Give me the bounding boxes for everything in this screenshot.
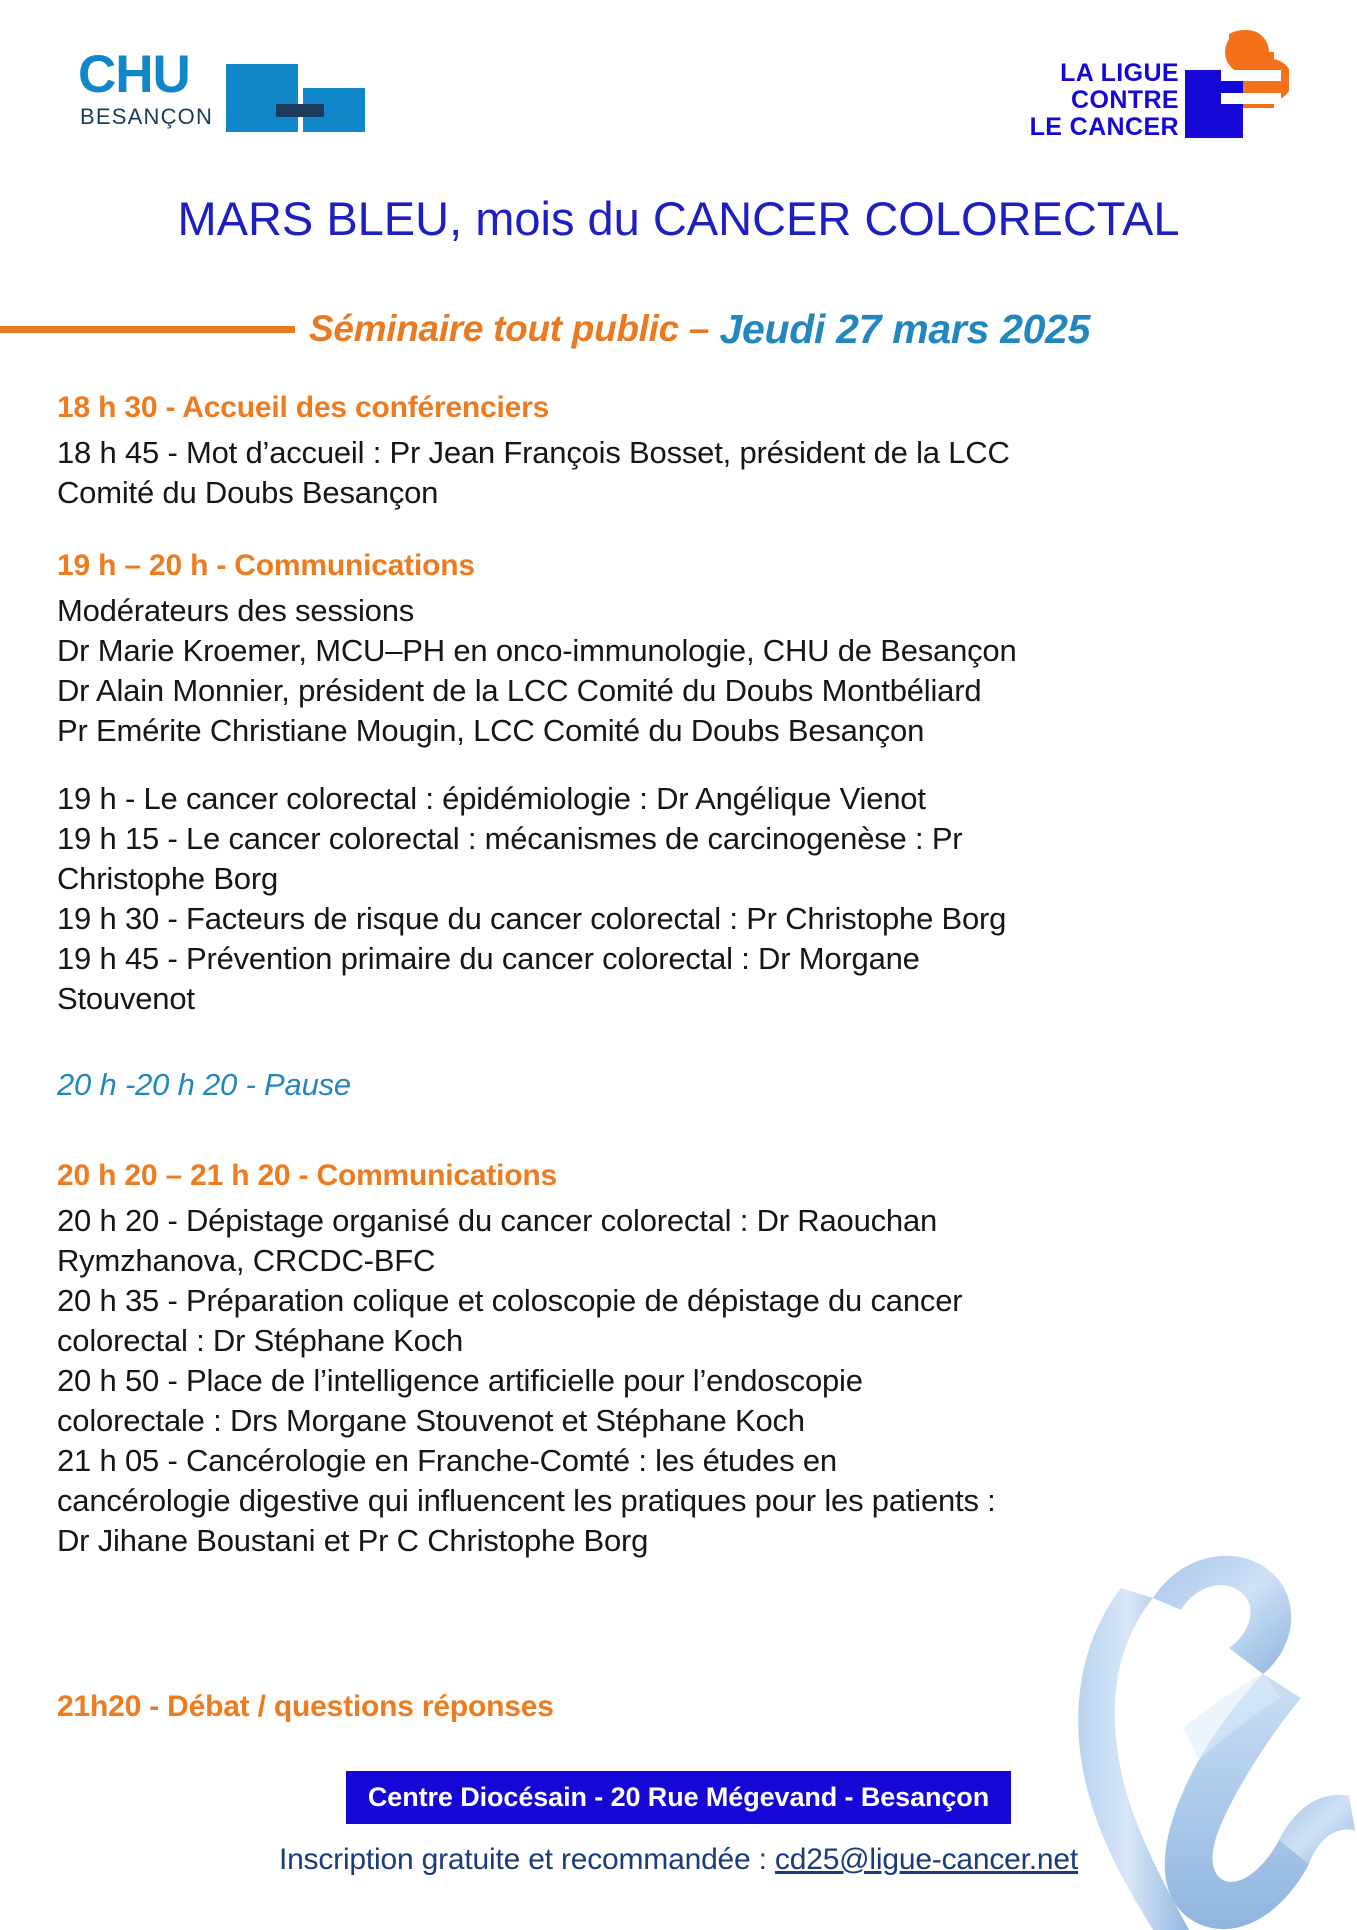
moderators-label: Modérateurs des sessions: [57, 593, 415, 628]
ligue-logo-wordmark: [999, 60, 1179, 141]
registration-email-link[interactable]: cd25@ligue-cancer.net: [774, 1843, 1079, 1876]
program-line: colorectal : Dr Stéphane Koch: [57, 1323, 464, 1358]
program-content: [57, 383, 1287, 1561]
ligue-logo-line-1: LA LIGUE: [1060, 59, 1179, 87]
program-section-communications-2: [57, 1151, 1287, 1561]
section-heading-debat: 21h20 - Débat / questions réponses: [57, 1690, 554, 1723]
program-line: Rymzhanova, CRCDC-BFC: [57, 1243, 436, 1278]
registration-note: [0, 1840, 1357, 1880]
orange-divider-rule: [0, 326, 295, 333]
pause-entry: 20 h -20 h 20 - Pause: [57, 1067, 351, 1102]
program-line: cancérologie digestive qui influencent les pratiques pour les patients :: [57, 1483, 996, 1518]
ligue-logo-heart-icon: [1185, 30, 1289, 140]
section-heading-communications-2: 20 h 20 – 21 h 20 - Communications: [57, 1159, 558, 1192]
poster-footer: [0, 1685, 1357, 1880]
program-line: 21 h 05 - Cancérologie en Franche-Comté : les études en: [57, 1443, 837, 1478]
poster-subtitle-row: [0, 303, 1357, 355]
section-heading-communications-1: 19 h – 20 h - Communications: [57, 549, 475, 582]
program-line: Dr Jihane Boustani et Pr C Christophe Borg: [57, 1523, 649, 1558]
program-line: 19 h 30 - Facteurs de risque du cancer colorectal : Pr Christophe Borg: [57, 901, 1007, 936]
ligue-contre-le-cancer-logo: [999, 18, 1289, 143]
program-line: 19 h 45 - Prévention primaire du cancer colorectal : Dr Morgane: [57, 941, 920, 976]
page-title: MARS BLEU, mois du CANCER COLORECTAL: [177, 192, 1180, 245]
program-line: 20 h 50 - Place de l’intelligence artificielle pour l’endoscopie: [57, 1363, 863, 1398]
subtitle-seminaire: Séminaire tout public: [309, 308, 679, 349]
chu-logo-square-large: [226, 64, 298, 132]
program-line: Comité du Doubs Besançon: [57, 475, 439, 510]
venue-address-wrap: [0, 1771, 1357, 1824]
program-section-accueil: [57, 383, 1287, 513]
chu-logo-city-label: BESANÇON: [80, 104, 214, 129]
program-line: colorectale : Drs Morgane Stouvenot et Stéphane Koch: [57, 1403, 805, 1438]
spacer: [57, 513, 1287, 541]
moderator-entry: Pr Emérite Christiane Mougin, LCC Comité du Doubs Besançon: [57, 713, 925, 748]
logo-bar: [0, 0, 1357, 160]
event-date: Jeudi 27 mars 2025: [719, 305, 1091, 352]
chu-logo-dash-mark: [276, 104, 324, 117]
program-line: Stouvenot: [57, 981, 195, 1016]
program-line: 20 h 20 - Dépistage organisé du cancer colorectal : Dr Raouchan: [57, 1203, 938, 1238]
spacer: [57, 751, 1287, 779]
program-line: 19 h 15 - Le cancer colorectal : mécanismes de carcinogenèse : Pr: [57, 821, 963, 856]
chu-logo-wordmark: CHU: [78, 45, 190, 104]
program-line: 20 h 35 - Préparation colique et coloscopie de dépistage du cancer: [57, 1283, 963, 1318]
program-line: 19 h - Le cancer colorectal : épidémiologie : Dr Angélique Vienot: [57, 781, 926, 816]
program-line: Christophe Borg: [57, 861, 279, 896]
moderator-entry: Dr Alain Monnier, président de la LCC Comité du Doubs Montbéliard: [57, 673, 982, 708]
ligue-logo-line-2: CONTRE: [1071, 86, 1179, 114]
moderator-entry: Dr Marie Kroemer, MCU–PH en onco-immunologie, CHU de Besançon: [57, 633, 1017, 668]
spacer: [57, 1019, 1287, 1063]
subtitle-dash: –: [688, 308, 710, 349]
section-heading-accueil: 18 h 30 - Accueil des conférenciers: [57, 391, 550, 424]
chu-besancon-logo: [78, 45, 348, 140]
poster-title-block: [0, 190, 1357, 248]
program-line: 18 h 45 - Mot d’accueil : Pr Jean François Bosset, président de la LCC: [57, 435, 1010, 470]
venue-address-banner: Centre Diocésain - 20 Rue Mégevand - Besançon: [346, 1771, 1011, 1824]
spacer: [57, 1107, 1287, 1151]
program-section-communications-1: [57, 541, 1287, 1019]
ligue-logo-line-3: LE CANCER: [1029, 113, 1179, 141]
registration-text: Inscription gratuite et recommandée :: [278, 1843, 775, 1876]
